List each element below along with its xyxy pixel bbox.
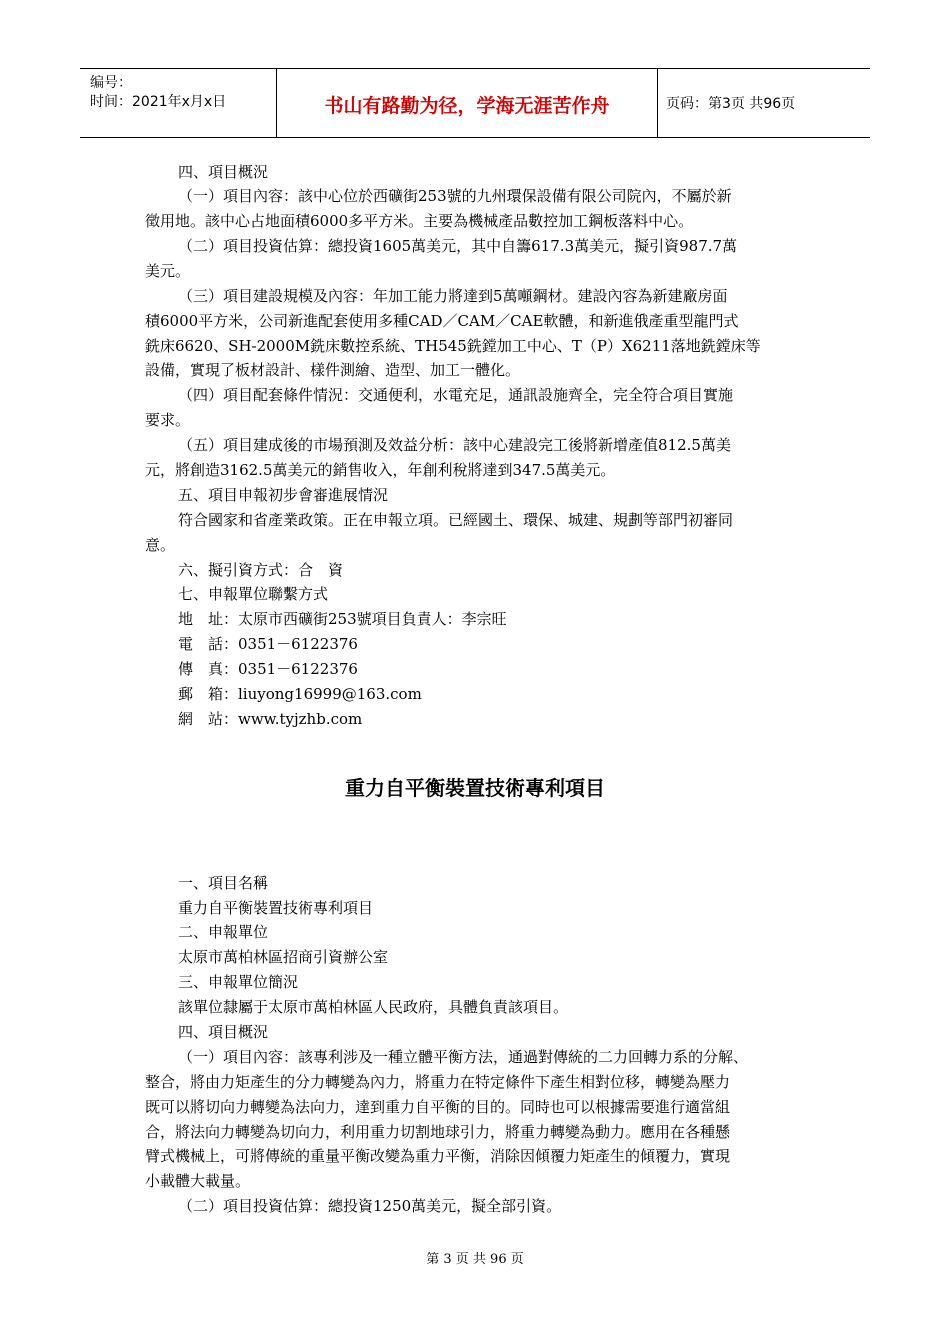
header-info-cell	[80, 69, 277, 137]
contact-fax: 傳 真：0351－6122376	[178, 660, 358, 678]
paragraph-line: 重力自平衡裝置技術專利項目	[178, 899, 374, 917]
paragraph-line: （三）項目建設規模及內容：年加工能力將達到5萬噸鋼材。建設內容為新建廠房面	[178, 287, 728, 305]
contact-website: 網 站：www.tyjzhb.com	[178, 710, 363, 728]
heading-line: 六、擬引資方式：合 資	[178, 561, 344, 579]
heading-line: 二、申報單位	[178, 923, 269, 941]
paragraph-line: 美元。	[145, 262, 191, 280]
paragraph-line: 元，將創造3162.5萬美元的銷售收入，年創利稅將達到347.5萬美元。	[145, 461, 616, 479]
heading-line: 四、項目概況	[178, 1023, 269, 1041]
paragraph-line: 臂式機械上，可將傳統的重量平衡改變為重力平衡，消除因傾覆力矩產生的傾覆力，實現	[145, 1147, 731, 1165]
paragraph-line: （二）項目投資估算：總投資1605萬美元，其中自籌617.3萬美元，擬引資987.7萬	[178, 237, 738, 255]
paragraph-line: 設備，實現了板材設計、樣件測繪、造型、加工一體化。	[145, 361, 521, 379]
motto: 书山有路勤为径，学海无涯苦作舟	[324, 95, 610, 117]
paragraph-line: 要求。	[145, 411, 191, 429]
contact-email: 郵 箱：liuyong16999@163.com	[178, 685, 422, 703]
paragraph-line: 合，將法向力轉變為切向力，利用重力切割地球引力，將重力轉變為動力。應用在各種懸	[145, 1123, 731, 1141]
document-date: 时间：2021年x月x日	[90, 94, 227, 110]
paragraph-line: （四）項目配套條件情況：交通便利，水電充足，通訊設施齊全，完全符合項目實施	[178, 386, 734, 404]
section-title: 重力自平衡裝置技術專利項目	[345, 776, 605, 800]
heading-line: 三、申報單位簡況	[178, 973, 299, 991]
paragraph-line: 該單位隸屬于太原市萬柏林區人民政府，具體負責該項目。	[178, 998, 569, 1016]
contact-phone: 電 話：0351－6122376	[178, 635, 358, 653]
paragraph-line: 銑床6620、SH-2000M銑床數控系統、TH545銑鏜加工中心、T（P）X6211落地銑鏜床等	[145, 337, 761, 355]
document-number: 编号：	[90, 75, 132, 91]
header-motto-cell	[277, 69, 658, 137]
heading-line: 五、項目申報初步會審進展情況	[178, 486, 389, 504]
paragraph-line: （二）項目投資估算：總投資1250萬美元，擬全部引資。	[178, 1197, 562, 1215]
paragraph-line: 徵用地。該中心占地面積6000多平方米。主要為機械產品數控加工鋼板落料中心。	[145, 212, 694, 230]
paragraph-line: （一）項目內容：該中心位於西礦街253號的九州環保設備有限公司院內，不屬於新	[178, 187, 732, 205]
page-indicator: 页码：第3页 共96页	[666, 96, 796, 112]
heading-line: 七、申報單位聯繫方式	[178, 585, 329, 603]
paragraph-line: 積6000平方米，公司新進配套使用多種CAD／CAM／CAE軟體，和新進俄產重型龍門式	[145, 312, 739, 330]
heading-line: 四、項目概況	[178, 163, 269, 181]
paragraph-line: 太原市萬柏林區招商引資辦公室	[178, 948, 389, 966]
paragraph-line: 小載體大載量。	[145, 1172, 251, 1190]
heading-line: 一、項目名稱	[178, 874, 269, 892]
header-table	[80, 68, 870, 138]
header-page-cell	[658, 69, 870, 137]
paragraph-line: （一）項目內容：該專利涉及一種立體平衡方法，通過對傳統的二力回轉力系的分解、	[178, 1048, 749, 1066]
contact-address: 地 址：太原市西礦街253號項目負責人：李宗旺	[178, 610, 507, 628]
paragraph-line: 意。	[145, 536, 176, 554]
paragraph-line: 整合，將由力矩產生的分力轉變為內力，將重力在特定條件下產生相對位移，轉變為壓力	[145, 1073, 731, 1091]
paragraph-line: 既可以將切向力轉變為法向力，達到重力自平衡的目的。同時也可以根據需要進行適當組	[145, 1098, 731, 1116]
paragraph-line: （五）項目建成後的市場預測及效益分析：該中心建設完工後將新增產值812.5萬美	[178, 436, 731, 454]
paragraph-line: 符合國家和省產業政策。正在申報立項。已經國土、環保、城建、規劃等部門初審同	[178, 511, 734, 529]
page-footer: 第 3 页 共 96 页	[426, 1252, 524, 1267]
